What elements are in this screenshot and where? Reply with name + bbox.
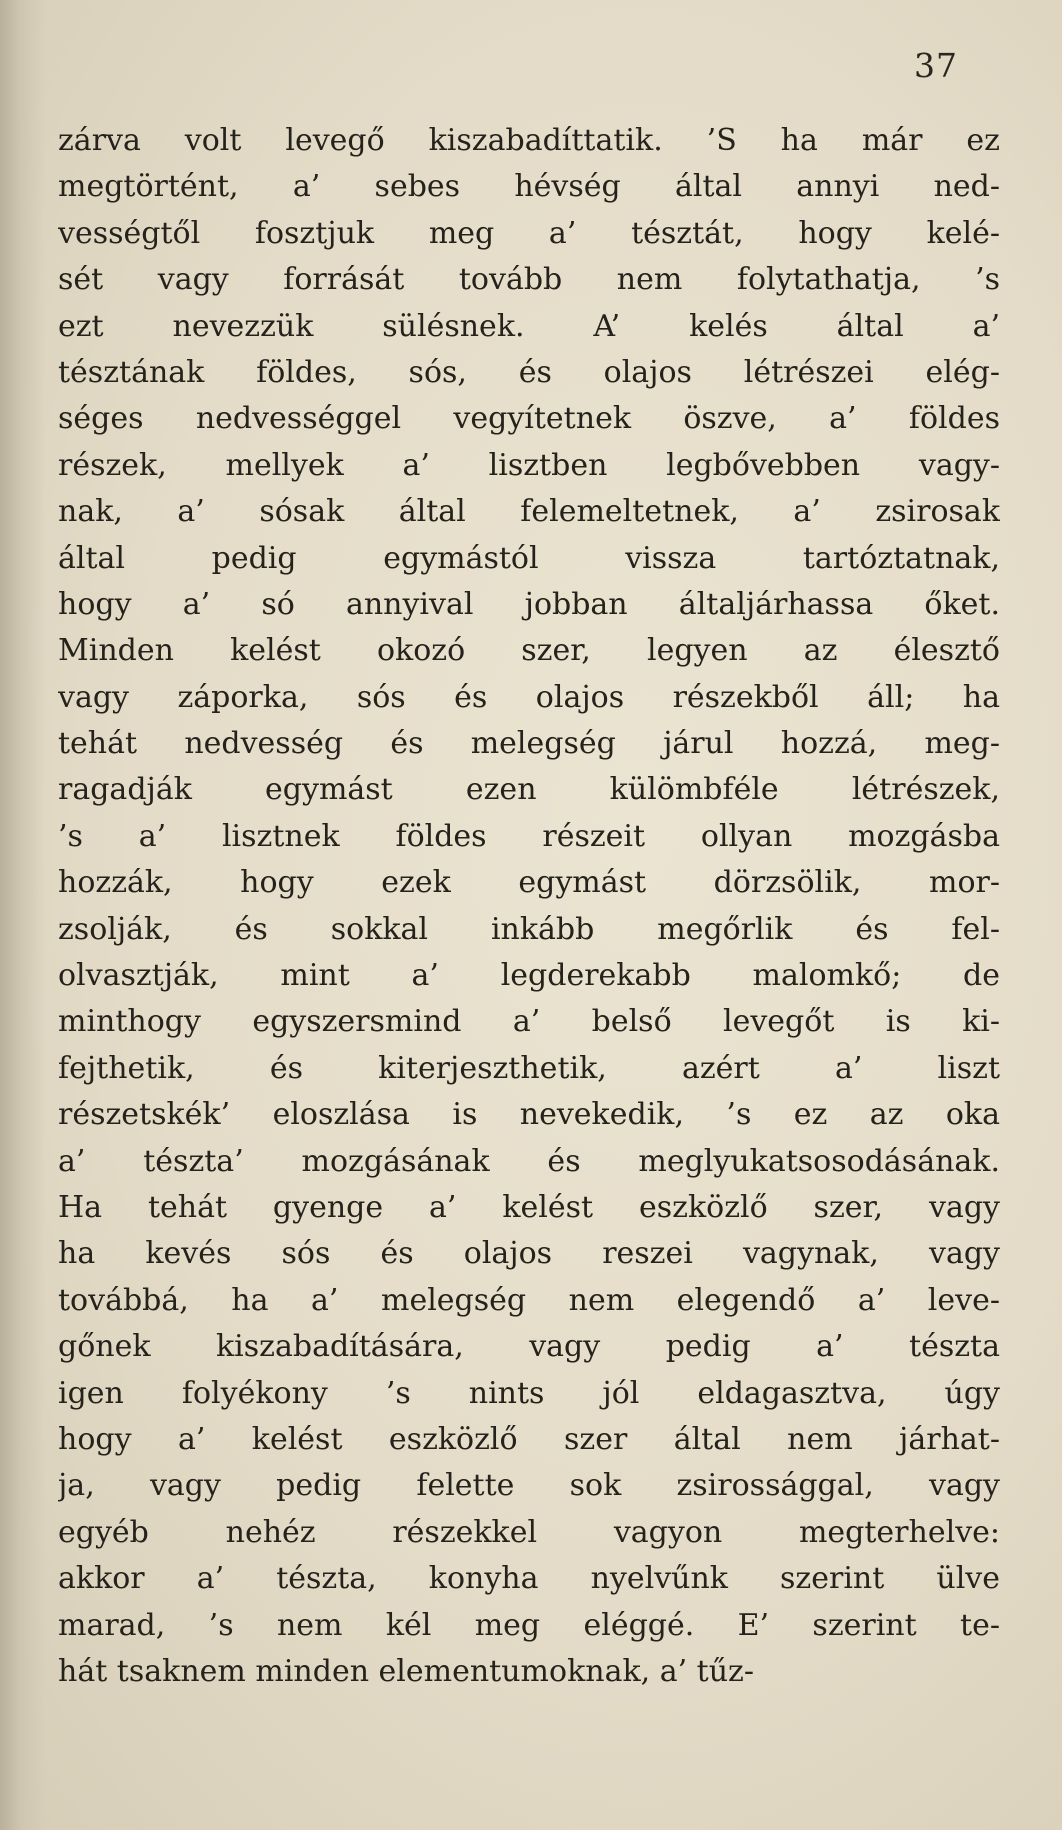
text-line: olvasztják, mint a’ legderekabb malomkő; de (58, 958, 1000, 994)
text-line: vagy záporka, sós és olajos részekből áll; ha (58, 679, 1000, 715)
text-line: Ha tehát gyenge a’ kelést eszközlő szer, vagy (58, 1189, 1000, 1225)
text-line: zsolják, és sokkal inkább megőrlik és fel- (58, 911, 1000, 947)
text-line: ’s a’ lisztnek földes részeit ollyan mozgásba (58, 818, 1000, 854)
text-line: egyéb nehéz részekkel vagyon megterhelve: (58, 1514, 1000, 1550)
text-line: hát tsaknem minden elementumoknak, a’ tűz- (58, 1653, 754, 1689)
text-line: gőnek kiszabadítására, vagy pedig a’ tészta (58, 1329, 1000, 1365)
text-line: minthogy egyszersmind a’ belső levegőt is ki- (58, 1004, 1000, 1040)
text-line: részek, mellyek a’ lisztben legbővebben vagy- (58, 447, 1000, 483)
text-line: zárva volt levegő kiszabadíttatik. ’S ha már ez (58, 123, 1000, 158)
body-text (58, 118, 1000, 1695)
text-line: által pedig egymástól vissza tartóztatnak, (58, 540, 1000, 576)
text-line: tésztának földes, sós, és olajos létrészei elég- (58, 354, 1000, 390)
text-line: igen folyékony ’s nints jól eldagasztva, úgy (58, 1375, 1000, 1411)
binding-shadow (0, 0, 46, 1830)
text-line: hozzák, hogy ezek egymást dörzsölik, mor- (58, 865, 1000, 901)
text-line: ja, vagy pedig felette sok zsirossággal, vagy (58, 1468, 1000, 1504)
text-line: ezt nevezzük sülésnek. A’ kelés által a’ (58, 308, 1000, 344)
text-line: ragadják egymást ezen külömbféle létrészek, (58, 772, 1000, 808)
text-line: akkor a’ tészta, konyha nyelvűnk szerint ülve (58, 1561, 1000, 1597)
text-line: marad, ’s nem kél meg eléggé. E’ szerint te- (58, 1607, 1000, 1643)
text-line: Minden kelést okozó szer, legyen az élesztő (58, 633, 1000, 669)
text-line: hogy a’ só annyival jobban általjárhassa őket. (58, 586, 1000, 622)
text-line: sét vagy forrását tovább nem folytathatja, ’s (58, 262, 1000, 298)
text-line: vességtől fosztjuk meg a’ tésztát, hogy kelé- (58, 215, 1000, 251)
page-number: 37 (914, 46, 958, 85)
text-line: tehát nedvesség és melegség járul hozzá, meg- (58, 726, 1000, 762)
text-line: részetskék’ eloszlása is nevekedik, ’s ez az oka (58, 1097, 1000, 1133)
text-line: fejthetik, és kiterjeszthetik, azért a’ liszt (58, 1050, 1000, 1086)
text-line: nak, a’ sósak által felemeltetnek, a’ zsirosak (58, 494, 1000, 530)
text-line: továbbá, ha a’ melegség nem elegendő a’ leve- (58, 1282, 1000, 1318)
text-line: séges nedvességgel vegyítetnek öszve, a’ földes (58, 401, 1000, 437)
text-line: ha kevés sós és olajos reszei vagynak, vagy (58, 1236, 1000, 1272)
text-line: a’ tészta’ mozgásának és meglyukatsosodásának. (58, 1143, 1000, 1179)
text-line: megtörtént, a’ sebes hévség által annyi ned- (58, 169, 1000, 205)
text-line: hogy a’ kelést eszközlő szer által nem járhat- (58, 1421, 1000, 1457)
